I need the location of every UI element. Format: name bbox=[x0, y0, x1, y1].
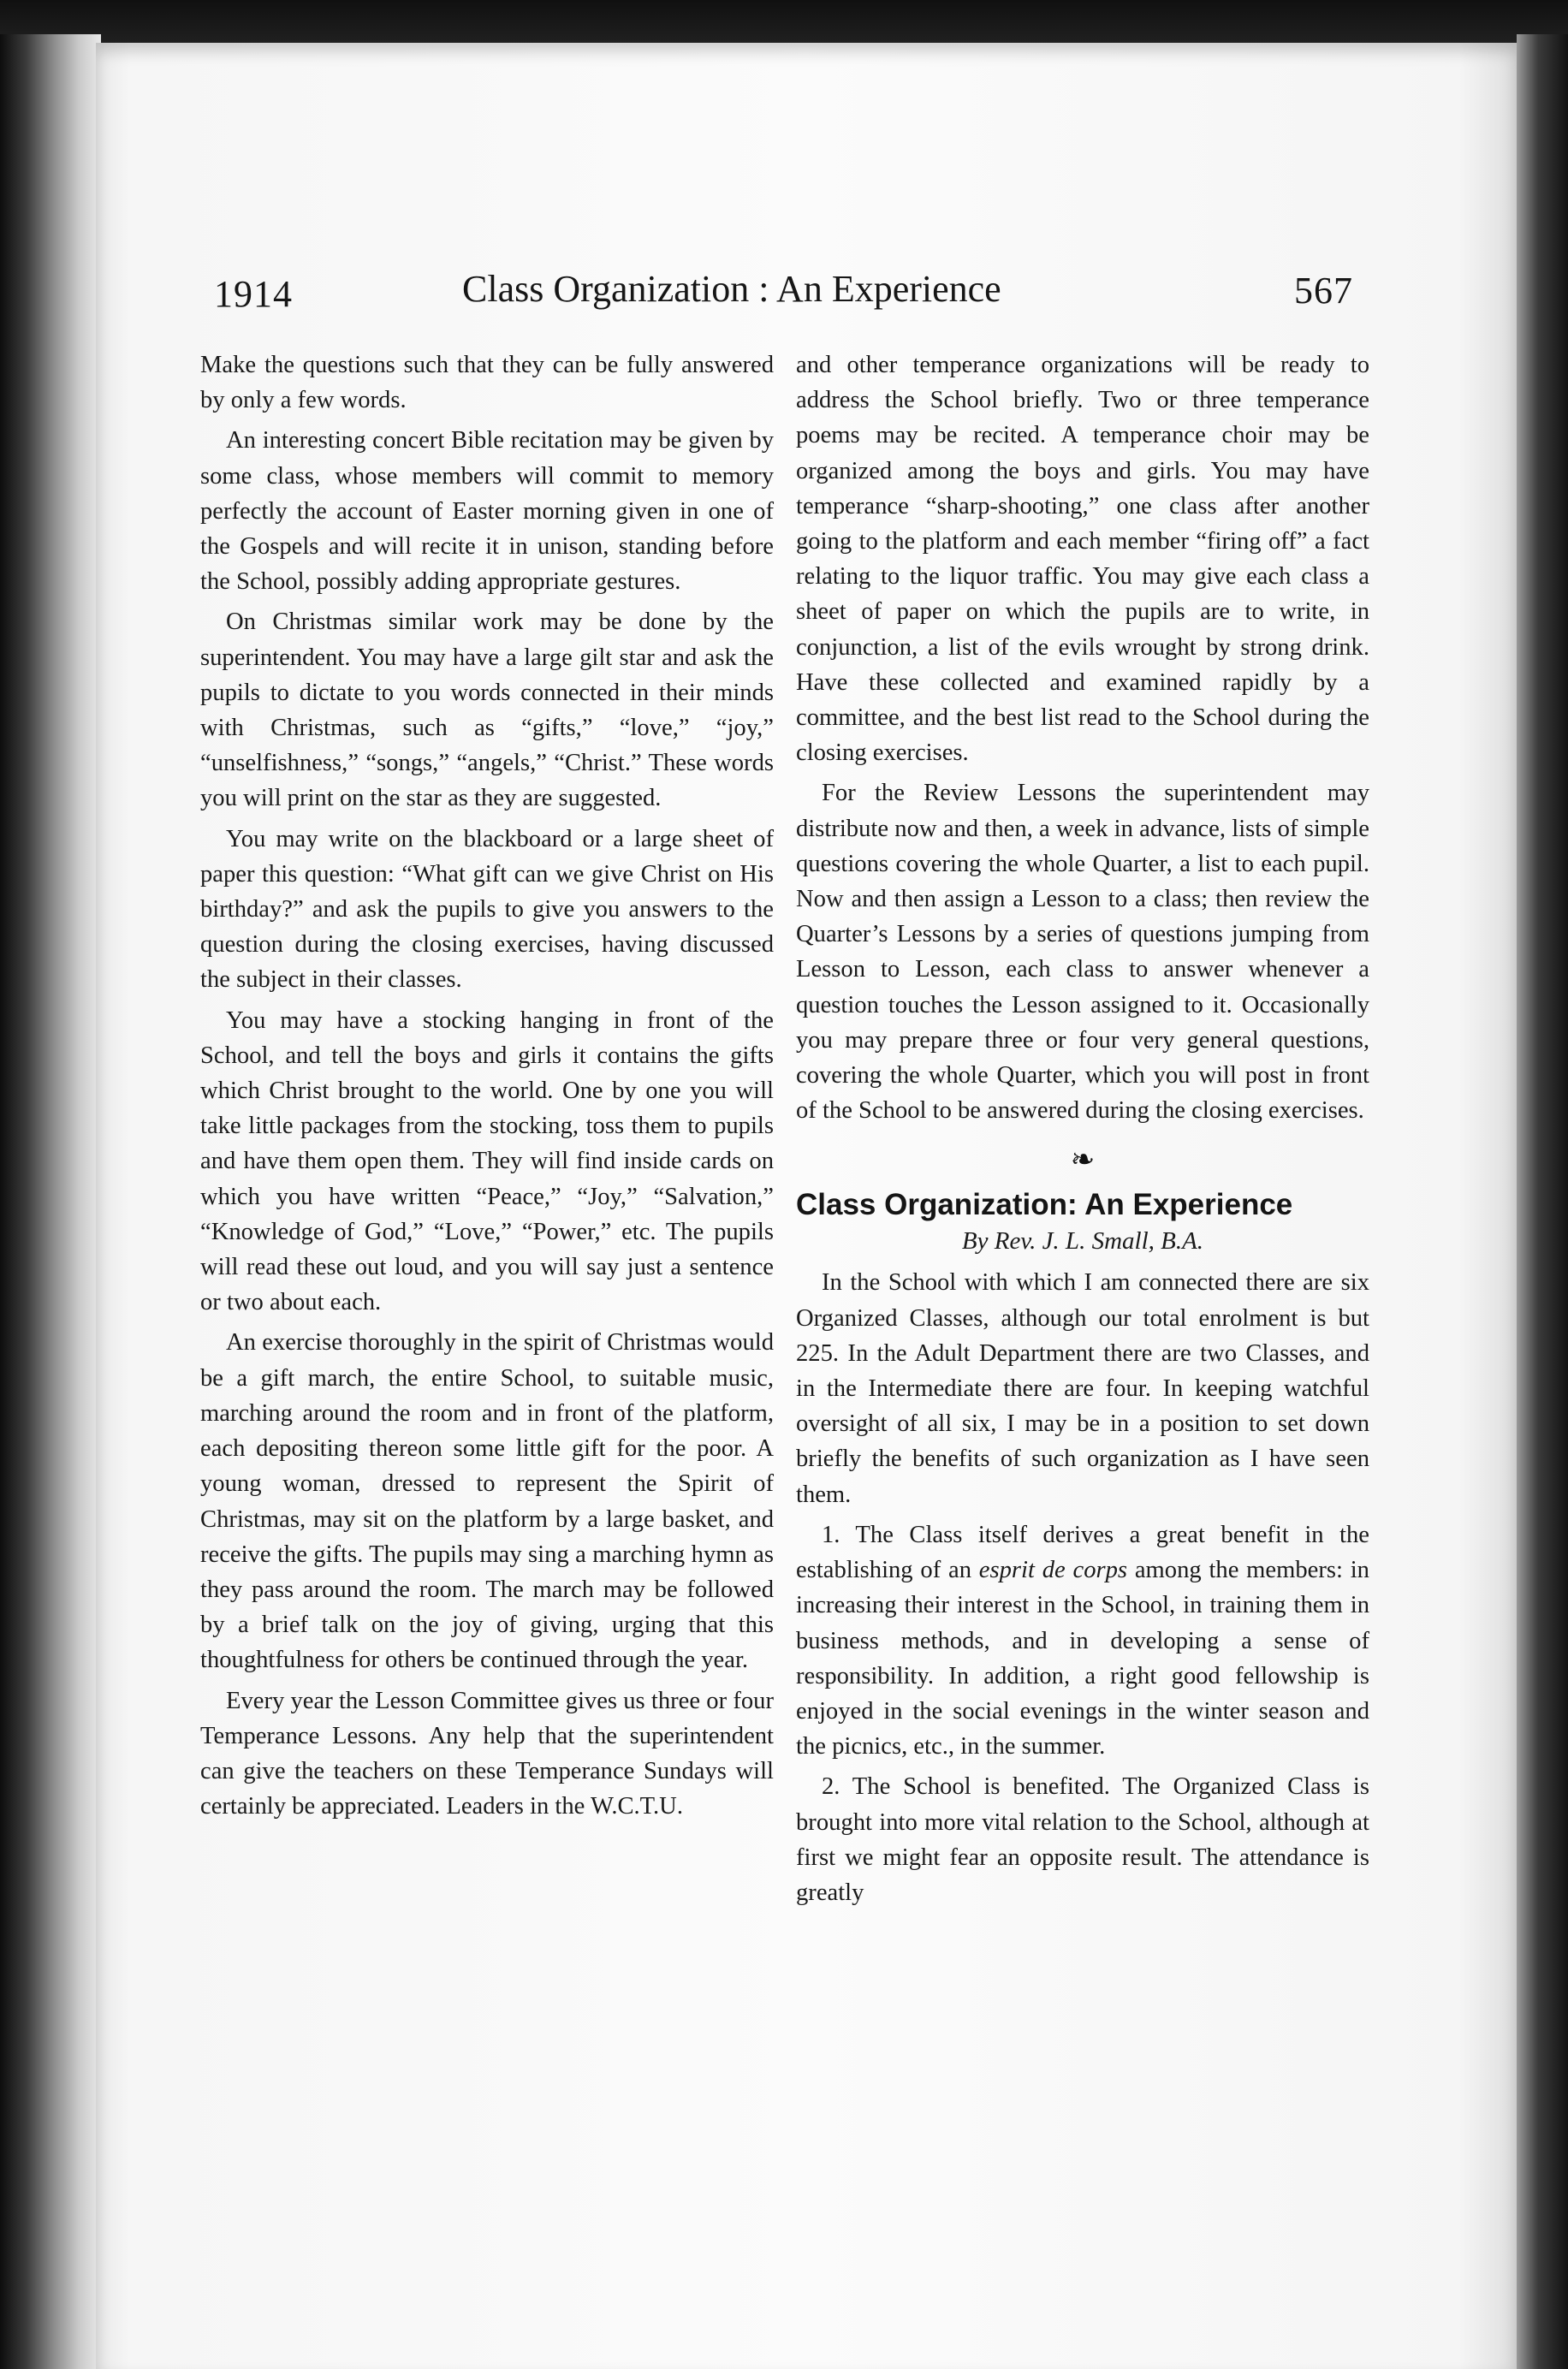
paragraph bbox=[796, 1517, 1369, 1764]
book-page bbox=[96, 43, 1517, 2369]
running-header bbox=[96, 267, 1517, 335]
paragraph: On Christmas similar work may be done by the superintendent. You may have a large gilt star and ask the pupils to dictate to you words connected in their minds with Christmas, such as “gifts,” “love,” “joy,” “unselfishness,” “songs,” “angels,” “Christ.” These words you will print on the star as they are suggested. bbox=[200, 609, 774, 812]
paragraph: Every year the Lesson Committee gives us three or four Temperance Lessons. Any help that the superintendent can give the teachers on these Temperance Sundays will certainly be appreciated. Leaders in the W.C.T.U. bbox=[200, 1687, 774, 1820]
paragraph: 2. The School is benefited. The Organized Class is brought into more vital relation to the School, although at first we might fear an opposite result. The attendance is greatly bbox=[796, 1773, 1369, 1906]
header-running-title: Class Organization : An Experience bbox=[462, 268, 1001, 310]
paragraph: You may have a stocking hanging in front of the School, and tell the boys and girls it contains the gifts which Christ brought to the world. One by one you will take little packages from the stocking, toss them to pupils and have them open them. They will find inside cards on which you have written “Peace,” “Joy,” “Salvation,” “Knowledge of God,” “Love,” “Power,” etc. The pupils will read these out loud, and you will say just a sentence or two about each. bbox=[200, 1006, 774, 1316]
paragraph: In the School with which I am connected there are six Organized Classes, although our total enrolment is but 225. In the Adult Department there are two Classes, and in the Intermediate there are four. In keeping watchful oversight of all six, I may be in a position to set down briefly the benefits of such organization as I have seen them. bbox=[796, 1269, 1369, 1508]
article-byline: By Rev. J. L. Small, B.A. bbox=[961, 1227, 1204, 1256]
article-title: Class Organization: An Experience bbox=[796, 1188, 1293, 1222]
italic-phrase: esprit de corps bbox=[978, 1557, 1128, 1584]
paragraph: and other temperance organizations will be ready to address the School briefly. Two or three temperance poems may be recited. A temperance choir may be organized among the boys and girls. You may have temperance “sharp-shooting,” one class after another going to the platform and each member “firing off” a fact relating to the liquor traffic. You may give each class a sheet of paper on which the pupils are to write, in conjunction, a list of the evils wrought by strong drink. Have these collected and examined rapidly by a committee, and the best list read to the School during the closing exercises. bbox=[796, 352, 1369, 767]
facing-page-edge bbox=[0, 34, 101, 2369]
section-ornament: ❧ bbox=[1070, 1144, 1096, 1177]
paragraph: An exercise thoroughly in the spirit of Christmas would be a gift march, the entire School, to suitable music, marching around the room and in front of the platform, each depositing thereon some little gift for the poor. A young woman, dressed to represent the Spirit of Christmas, may sit on the platform by a large basket, and receive the gifts. The pupils may sing a marching hymn as they pass around the room. The march may be followed by a brief talk on the joy of giving, urging that this thoughtfulness for others be continued through the year. bbox=[200, 1329, 774, 1674]
paragraph: For the Review Lessons the superintendent may distribute now and then, a week in advance, lists of simple questions covering the whole Quarter, a list to each pupil. Now and then assign a Lesson to a class; then review the Quarter’s Lessons by a series of questions jumping from Lesson to Lesson, each class to answer whenever a question touches the Lesson assigned to it. Occasionally you may prepare three or four very general questions, covering the whole Quarter, which you will post in front of the School to be answered during the closing exercises. bbox=[796, 780, 1369, 1125]
book-cover-edge bbox=[1517, 34, 1568, 2369]
left-column bbox=[200, 347, 774, 1824]
right-column bbox=[796, 347, 1369, 1910]
text-run: 1. The Class itself derives a great benefit in the establishing of an bbox=[796, 1521, 1369, 1584]
header-year: 1914 bbox=[214, 273, 293, 315]
header-page-number: 567 bbox=[1294, 270, 1353, 312]
paragraph: You may write on the blackboard or a large sheet of paper this question: “What gift can we give Christ on His birthday?” and ask the pupils to give you answers to the question during the closing exercises, having discussed the subject in their classes. bbox=[200, 825, 774, 994]
paragraph: An interesting concert Bible recitation may be given by some class, whose members will commit to memory perfectly the account of Easter morning given in one of the Gospels and will recite it in unison, standing before the School, possibly adding appropriate gestures. bbox=[200, 427, 774, 596]
text-run: among the members: in increasing their interest in the School, in training them in business methods, and in developing a sense of responsibility. In addition, a right good fellowship is enjoyed in the social evenings in the winter season and the picnics, etc., in the summer. bbox=[796, 1557, 1369, 1760]
paragraph: Make the questions such that they can be fully answered by only a few words. bbox=[200, 352, 774, 414]
